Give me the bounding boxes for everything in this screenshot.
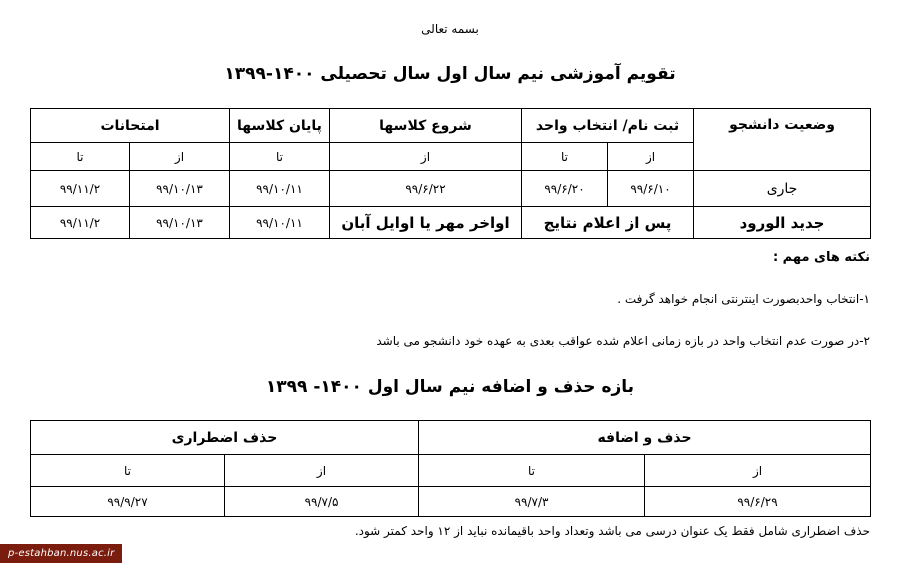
note-item-2: ۲-در صورت عدم انتخاب واحد در بازه زمانی اعلام شده عواقب بعدی به عهده خود دانشجو می باشد — [376, 334, 870, 348]
cell-reg-from: ۹۹/۶/۱۰ — [608, 171, 694, 207]
cell-reg-after-results: پس از اعلام نتایج — [522, 207, 694, 239]
cell-emergency-to: ۹۹/۹/۲۷ — [31, 487, 225, 517]
subheader-reg-from: از — [608, 143, 694, 171]
subheader-end-to: تا — [230, 143, 330, 171]
table-header-row — [31, 109, 871, 143]
subheader-exam-from: از — [130, 143, 230, 171]
cell-add-drop-from: ۹۹/۶/۲۹ — [645, 487, 871, 517]
header-emergency-drop: حذف اضطراری — [31, 421, 419, 455]
subheader-emergency-from: از — [225, 455, 419, 487]
add-drop-table — [30, 420, 871, 517]
row-status-current: جاری — [694, 171, 871, 207]
header-class-start: شروع کلاسها — [330, 109, 522, 143]
header-exams: امتحانات — [31, 109, 230, 143]
add-drop-title: بازه حذف و اضافه نیم سال اول ۱۴۰۰- ۱۳۹۹ — [265, 377, 635, 397]
emergency-drop-note: حذف اضطراری شامل فقط یک عنوان درسی می باشد وتعداد واحد باقیمانده نباید از ۱۲ واحد کمتر شود. — [354, 524, 870, 538]
row-status-new: جدید الورود — [694, 207, 871, 239]
add-drop-subheader-row — [31, 455, 871, 487]
cell-start-from: ۹۹/۶/۲۲ — [330, 171, 522, 207]
notes-heading: نکته های مهم : — [772, 250, 870, 265]
cell-exam-to: ۹۹/۱۱/۲ — [31, 171, 130, 207]
add-drop-values-row — [31, 487, 871, 517]
header-class-end: پایان کلاسها — [230, 109, 330, 143]
subheader-add-drop-to: تا — [419, 455, 645, 487]
cell-end-to: ۹۹/۱۰/۱۱ — [230, 207, 330, 239]
cell-reg-to: ۹۹/۶/۲۰ — [522, 171, 608, 207]
cell-end-to: ۹۹/۱۰/۱۱ — [230, 171, 330, 207]
cell-exam-from: ۹۹/۱۰/۱۳ — [130, 207, 230, 239]
header-add-drop: حذف و اضافه — [419, 421, 871, 455]
academic-calendar-table — [30, 108, 871, 239]
subheader-emergency-to: تا — [31, 455, 225, 487]
header-student-status: وضعیت دانشجو — [694, 109, 871, 171]
subheader-start-from: از — [330, 143, 522, 171]
add-drop-header-row — [31, 421, 871, 455]
cell-add-drop-to: ۹۹/۷/۳ — [419, 487, 645, 517]
subheader-exam-to: تا — [31, 143, 130, 171]
cell-start-mehr-aban: اواخر مهر یا اوایل آبان — [330, 207, 522, 239]
note-item-1: ۱-انتخاب واحدبصورت اینترنتی انجام خواهد گرفت . — [617, 292, 870, 306]
subheader-add-drop-from: از — [645, 455, 871, 487]
cell-exam-to: ۹۹/۱۱/۲ — [31, 207, 130, 239]
subheader-reg-to: تا — [522, 143, 608, 171]
table-row-new-students — [31, 207, 871, 239]
table-row-current-students — [31, 171, 871, 207]
calendar-title: تقویم آموزشی نیم سال اول سال تحصیلی ۱۴۰۰-۱۳۹۹ — [224, 64, 676, 84]
bismillah-heading: بسمه تعالی — [421, 22, 479, 36]
site-watermark: p-estahban.nus.ac.ir — [0, 544, 122, 563]
header-registration: ثبت نام/ انتخاب واحد — [522, 109, 694, 143]
cell-emergency-from: ۹۹/۷/۵ — [225, 487, 419, 517]
cell-exam-from: ۹۹/۱۰/۱۳ — [130, 171, 230, 207]
